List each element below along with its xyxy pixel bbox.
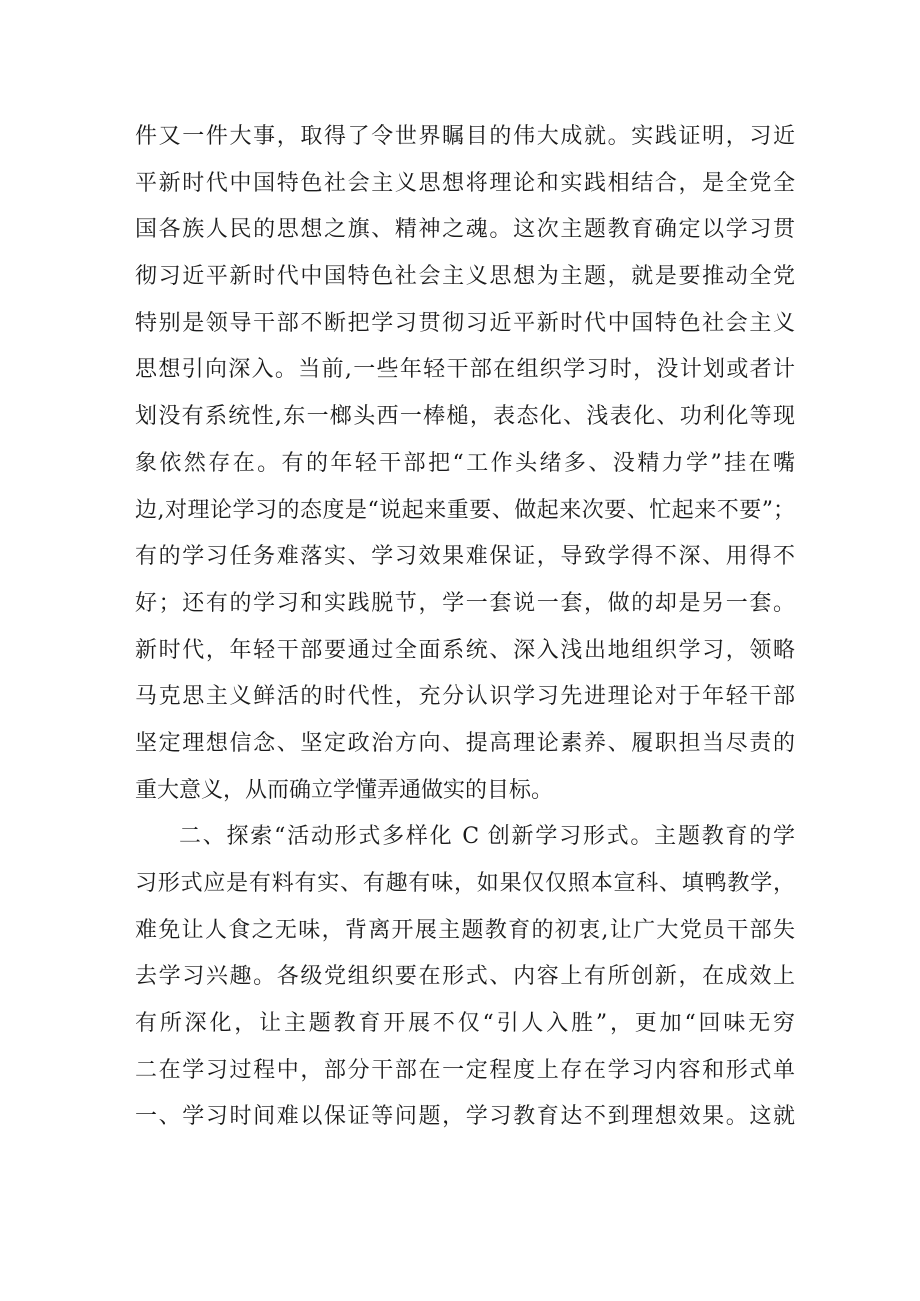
text-line: 难免让人食之无味，背离开展主题教育的初衷,让广大党员干部失: [135, 917, 795, 943]
paragraph-1: [135, 114, 795, 814]
paragraph-2: [135, 814, 795, 1141]
text-line: 彻习近平新时代中国特色社会主义思想为主题，就是要推动全党: [135, 264, 795, 290]
text-line: 去学习兴趣。各级党组织要在形式、内容上有所创新，在成效上: [135, 964, 795, 990]
text-line: 一、学习时间难以保证等问题，学习教育达不到理想效果。这就: [135, 1104, 795, 1130]
section-heading-line: 二、探索“活动形式多样化 C 创新学习形式。主题教育的学: [179, 824, 795, 850]
text-line: 坚定理想信念、坚定政治方向、提高理论素养、履职担当尽责的: [135, 730, 795, 756]
text-line: 重大意义，从而确立学懂弄通做实的目标。: [135, 777, 554, 803]
text-line: 象依然存在。有的年轻干部把“工作头绪多、没精力学”挂在嘴: [135, 450, 795, 476]
text-line: 平新时代中国特色社会主义思想将理论和实践相结合，是全党全: [135, 170, 795, 196]
text-line: 有的学习任务难落实、学习效果难保证，导致学得不深、用得不: [135, 544, 795, 570]
text-line: 思想引向深入。当前,一些年轻干部在组织学习时，没计划或者计: [135, 357, 795, 383]
text-line: 好；还有的学习和实践脱节，学一套说一套，做的却是另一套。: [135, 590, 795, 616]
text-line: 边,对理论学习的态度是“说起来重要、做起来次要、忙起来不要”；: [135, 497, 795, 523]
text-line: 件又一件大事，取得了令世界瞩目的伟大成就。实践证明，习近: [135, 124, 795, 149]
text-line: 马克思主义鲜活的时代性，充分认识学习先进理论对于年轻干部: [135, 684, 795, 710]
text-line: 有所深化，让主题教育开展不仅“引人入胜”，更加“回味无穷: [135, 1011, 795, 1037]
text-line: 新时代，年轻干部要通过全面系统、深入浅出地组织学习，领略: [135, 637, 795, 663]
text-line: 划没有系统性,东一榔头西一棒槌，表态化、浅表化、功利化等现: [135, 404, 795, 430]
text-line: 国各族人民的思想之旗、精神之魂。这次主题教育确定以学习贯: [135, 217, 795, 243]
text-line: 习形式应是有料有实、有趣有味，如果仅仅照本宣科、填鸭教学，: [135, 871, 795, 896]
text-line: 二在学习过程中，部分干部在一定程度上存在学习内容和形式单: [135, 1057, 795, 1083]
body-text: [135, 114, 795, 1141]
text-line: 特别是领导干部不断把学习贯彻习近平新时代中国特色社会主义: [135, 310, 795, 336]
